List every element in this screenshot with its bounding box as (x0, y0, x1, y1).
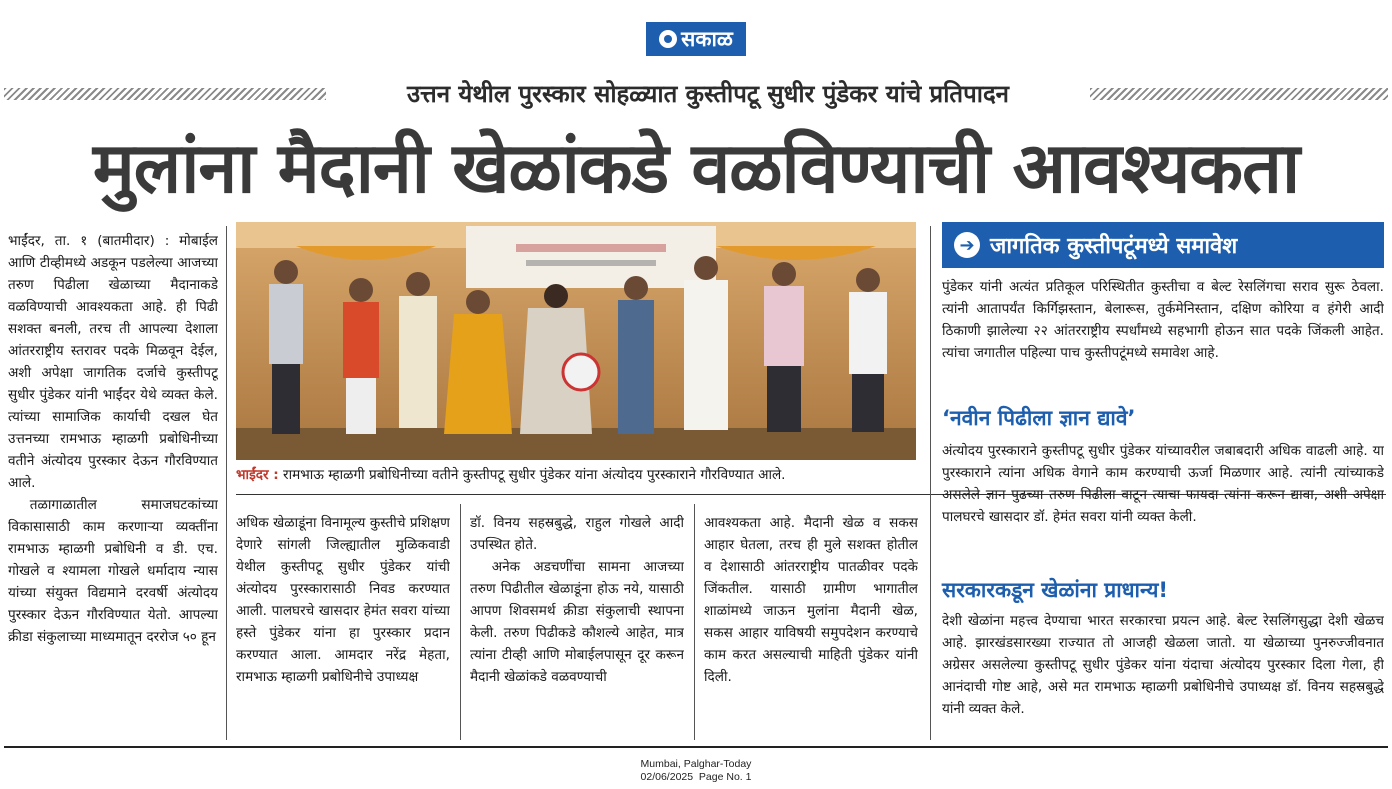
article-column-4 (704, 512, 918, 736)
sidebar-intro-text: पुंडेकर यांनी अत्यंत प्रतिकूल परिस्थितीत कुस्तीचा व बेल्ट रेसलिंगचा सराव सुरू ठेवला. त्यांनी आतापर्यंत किर्गिझस्तान, बेलारूस, तुर्कमेनिस्तान, दक्षिण कोरिया व हंगेरी आदी ठिकाणी झालेल्या २२ आंतरराष्ट्रीय स्पर्धांमध्ये सहभागी होऊन सात पदके जिंकली आहेत. त्यांचा जगातील पहिल्या पाच कुस्तीपटूंमध्ये समावेश आहे. (942, 279, 1384, 361)
article-headline: मुलांना मैदानी खेळांकडे वळविण्याची आवश्यकता (92, 127, 1300, 209)
article-column-1 (8, 230, 218, 740)
article-column-3 (470, 512, 684, 736)
hatch-divider-left (4, 88, 326, 100)
column-4-paragraph-1: आवश्यकता आहे. मैदानी खेळ व सकस आहार घेतला, तरच ही मुले सशक्त होतील व देशासाठी आंतरराष्ट्रीय पातळीवर पदके जिंकतील. यासाठी ग्रामीण भागातील शाळांमध्ये जाऊन मुलांना मैदानी खेळ, सकस आहार याविषयी समुपदेशन करण्याचे काम करत असल्याची माहिती पुंडेकर यांनी दिली. (704, 515, 918, 685)
caption-place: भाईंदर : (236, 467, 279, 483)
sidebar-section-1-text: अंत्योदय पुरस्काराने कुस्तीपटू सुधीर पुंडेकर यांच्यावरील जबाबदारी अधिक वाढली आहे. या पुरस्काराने त्यांना अधिक वेगाने काम करण्याची ऊर्जा मिळणार आहे. त्यांनी त्यांच्याकडे असलेले ज्ञान पुढच्या तरुण पिढीला वाटून त्याचा फायदा त्यांना करून द्यावा, अशी अपेक्षा पालघरचे खासदार डॉ. हेमंत सवरा यांनी व्यक्त केली. (942, 443, 1384, 525)
footer-rule (4, 746, 1388, 748)
sidebar-section-2 (942, 610, 1384, 736)
sakal-logo-icon (659, 30, 677, 48)
footer-date-page: 02/06/2025 Page No. 1 (640, 771, 752, 783)
footer-edition: Mumbai, Palghar-Today (640, 758, 752, 770)
caption-text: रामभाऊ म्हाळगी प्रबोधिनीच्या वतीने कुस्तीपटू सुधीर पुंडेकर यांना अंत्योदय पुरस्काराने गौरविण्यात आले. (278, 467, 786, 483)
sidebar-section-1 (942, 440, 1384, 562)
sidebar-subhead-2: सरकारकडून खेळांना प्राधान्य! (942, 578, 1168, 602)
column-3-paragraph-1: डॉ. विनय सहस्रबुद्धे, राहुल गोखले आदी उपस्थित होते. (470, 515, 684, 553)
masthead-logo (646, 22, 746, 56)
sidebar-banner (942, 222, 1384, 268)
sidebar-banner-title: जागतिक कुस्तीपटूंमध्ये समावेश (990, 234, 1238, 259)
column-divider (460, 504, 461, 740)
masthead-name: सकाळ (681, 26, 733, 51)
sidebar-section-2-text: देशी खेळांना महत्त्व देण्याचा भारत सरकारचा प्रयत्न आहे. बेल्ट रेसलिंगसुद्धा देशी खेळच आहे. झारखंडसारख्या राज्यात तो आजही खेळला जातो. या खेळाच्या पुनरुज्जीवनात अग्रेसर असलेल्या कुस्तीपटू सुधीर पुंडेकर यांना यंदाचा अंत्योदय पुरस्कार दिला गेला, ही आनंदाची गोष्ट आहे, असे मत रामभाऊ म्हाळगी प्रबोधिनीचे उपाध्यक्ष डॉ. विनय सहस्रबुद्धे यांनी व्यक्त केले. (942, 613, 1384, 717)
column-3-paragraph-2: अनेक अडचणींचा सामना आजच्या तरुण पिढीतील खेळाडूंना होऊ नये, यासाठी आपण शिवसमर्थ क्रीडा संकुलाची स्थापना केली. तरुण पिढीकडे कौशल्ये आहेत, मात्र त्यांना टीव्ही आणि मोबाईलपासून दूर करून मैदानी खेळांकडे वळवण्याची (470, 559, 684, 685)
column-divider (930, 226, 931, 740)
column-divider (226, 226, 227, 740)
kicker-row (0, 78, 1392, 110)
award-ceremony-illustration (236, 222, 916, 460)
hatch-divider-right (1090, 88, 1388, 100)
column-2-paragraph-1: अधिक खेळाडूंना विनामूल्य कुस्तीचे प्रशिक्षण देणारे सांगली जिल्ह्यातील मुळिकवाडी येथील कुस्तीपटू सुधीर पुंडेकर यांची अंत्योदय पुरस्कारासाठी निवड करण्यात आली. पालघरचे खासदार हेमंत सवरा यांच्या हस्ते पुंडेकर यांना हा पुरस्कार प्रदान करण्यात आला. आमदार नरेंद्र मेहता, रामभाऊ म्हाळगी प्रबोधिनीचे उपाध्यक्ष (236, 515, 450, 685)
column-divider (694, 504, 695, 740)
photo-caption (236, 464, 916, 486)
sidebar-intro (942, 276, 1384, 392)
page-footer (0, 758, 1392, 784)
column-1-paragraph-1: भाईंदर, ता. १ (बातमीदार) : मोबाईल आणि टीव्हीमध्ये अडकून पडलेल्या आजच्या तरुण पिढीला खेळाच्या मैदानाकडे वळविण्याची आवश्यकता आहे. ही पिढी सशक्त बनली, तरच ती आपल्या देशाला आंतरराष्ट्रीय स्तरावर पदके मिळवून देईल, अशी अपेक्षा जागतिक दर्जाचे कुस्तीपटू सुधीर पुंडेकर यांनी भाईंदर येथे व्यक्त केले. त्यांच्या सामाजिक कार्याची दखल घेत उत्तनच्या रामभाऊ म्हाळगी प्रबोधिनीच्या वतीने अंत्योदय पुरस्कार देऊन गौरविण्यात आले. (8, 233, 218, 491)
article-column-2 (236, 512, 450, 736)
arrow-right-icon: ➔ (954, 232, 980, 258)
article-kicker: उत्तन येथील पुरस्कार सोहळ्यात कुस्तीपटू सुधीर पुंडेकर यांचे प्रतिपादन (406, 80, 1010, 108)
award-ceremony-photo (236, 222, 916, 460)
sidebar-subhead-1: ‘नवीन पिढीला ज्ञान द्यावे’ (942, 406, 1136, 430)
column-1-paragraph-2: तळागाळातील समाजघटकांच्या विकासासाठी काम करणाऱ्या व्यक्तींना रामभाऊ म्हाळगी प्रबोधिनी व डी. एच. गोखले व श्यामला गोखले धर्मादाय न्यास यांच्या संयुक्त विद्यमाने दरवर्षी अंत्योदय पुरस्कार देऊन गौरविण्यात येतो. आपल्या क्रीडा संकुलाच्या माध्यमातून दररोज ५० हून (8, 497, 218, 645)
